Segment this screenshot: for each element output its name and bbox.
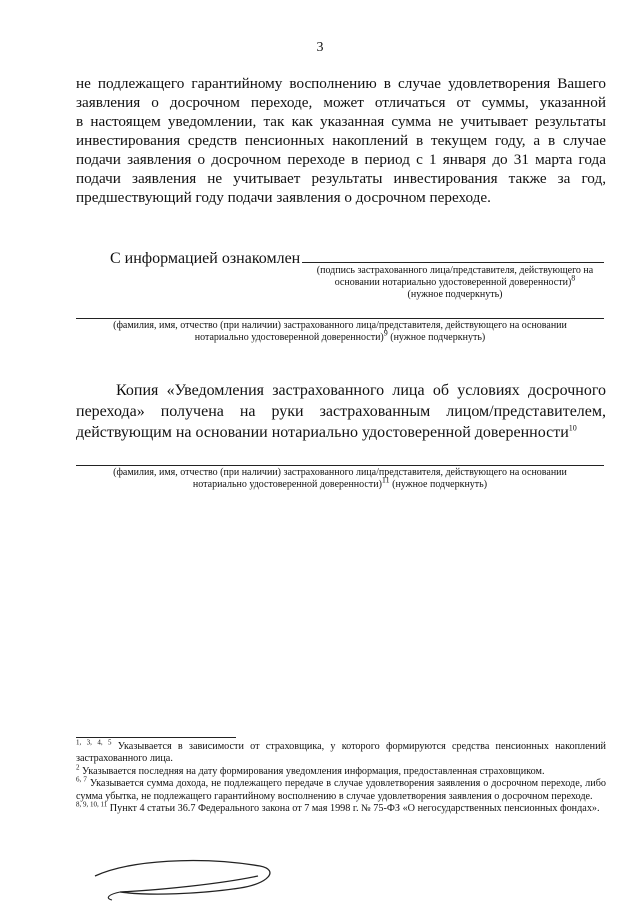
footnote: $^{6, 7}$ Указывается сумма дохода, не подлежащего передаче в случае удовлетворения заявления о досрочном переходе, либо сумма убытка, не подлежащего гарантийному восполнению в случае удовлетворения заявления о досрочном переходе. bbox=[76, 775, 606, 802]
name-caption bbox=[76, 320, 604, 344]
paragraph-line: предшествующий году подачи заявления о досрочном переходе. bbox=[76, 189, 491, 206]
name-caption-line: нотариально удостоверенной доверенности)$^9$ (нужное подчеркнуть) bbox=[194, 328, 486, 343]
footnote-marks: 8, 9, 10, 11 bbox=[76, 800, 108, 809]
handwritten-signature bbox=[90, 854, 290, 904]
paragraph-line: подачи заявления о досрочном переходе в период с 1 января до 31 марта года bbox=[76, 151, 606, 168]
signature-caption-line: (нужное подчеркнуть) bbox=[407, 289, 503, 300]
signature-caption-line: основании нотариально удостоверенной доверенности)$^8$ bbox=[334, 273, 576, 288]
paragraph-line: не подлежащего гарантийному восполнению в случае удовлетворения Вашего bbox=[76, 75, 606, 92]
footnotes bbox=[76, 738, 607, 815]
footnote-ref: 9 bbox=[383, 328, 388, 338]
paragraph-line: инвестирования средств пенсионных накоплений в текущем году, а в случае bbox=[76, 132, 606, 149]
footnote: $^2$ Указывается последняя на дату формирования уведомления информация, предоставленная страховщиком. bbox=[76, 763, 545, 777]
footnote: $^{8, 9, 10, 11}$ Пункт 4 статьи 36.7 Федерального закона от 7 мая 1998 г. № 75-ФЗ «О негосударственных пенсионных фондах». bbox=[76, 800, 600, 815]
name-line bbox=[76, 318, 604, 319]
footnote-ref: 8 bbox=[571, 273, 576, 283]
footnote-ref: 11 bbox=[381, 475, 390, 485]
signature-line bbox=[302, 262, 604, 263]
acknowledgement-label: С информацией ознакомлен bbox=[110, 250, 301, 267]
statement-line: действующим на основании нотариально удостоверенной доверенности$^{10}$ bbox=[76, 423, 577, 441]
footnote-ref: 10 bbox=[568, 423, 577, 433]
top-paragraph bbox=[76, 74, 606, 207]
footnote: $^{1, 3, 4, 5}$ Указывается в зависимости от страховщика, у которого формируются средства пенсионных накоплений застрахованного лица. bbox=[76, 738, 607, 765]
statement-line: перехода» получена на руки застрахованным лицом/представителем, bbox=[76, 403, 606, 420]
copy-received-statement bbox=[76, 380, 606, 443]
footnote-marks: 6, 7 bbox=[76, 775, 87, 784]
footnote-marks: 2 bbox=[76, 763, 80, 772]
name-caption-line: (фамилия, имя, отчество (при наличии) застрахованного лица/представителя, действующего на основании bbox=[113, 467, 567, 478]
recipient-name-line bbox=[76, 465, 604, 466]
page-number: 3 bbox=[316, 40, 324, 55]
name-caption-line: (фамилия, имя, отчество (при наличии) застрахованного лица/представителя, действующего на основании bbox=[113, 320, 567, 331]
recipient-name-caption bbox=[76, 467, 604, 491]
name-caption-line: нотариально удостоверенной доверенности)$^{11}$ (нужное подчеркнуть) bbox=[192, 475, 488, 490]
paragraph-line: подачи заявления не учитывает результаты инвестирования также за год, bbox=[76, 170, 606, 187]
footnote-marks: 1, 3, 4, 5 bbox=[76, 738, 112, 747]
paragraph-line: заявления о досрочном переходе, может отличаться от суммы, указанной bbox=[76, 94, 606, 111]
signature-caption bbox=[300, 265, 610, 301]
signature-caption-line: (подпись застрахованного лица/представителя, действующего на bbox=[316, 265, 594, 276]
statement-line: Копия «Уведомления застрахованного лица об условиях досрочного bbox=[116, 382, 606, 399]
paragraph-line: в настоящем уведомлении, так как указанная сумма не учитывает результаты bbox=[76, 113, 606, 130]
